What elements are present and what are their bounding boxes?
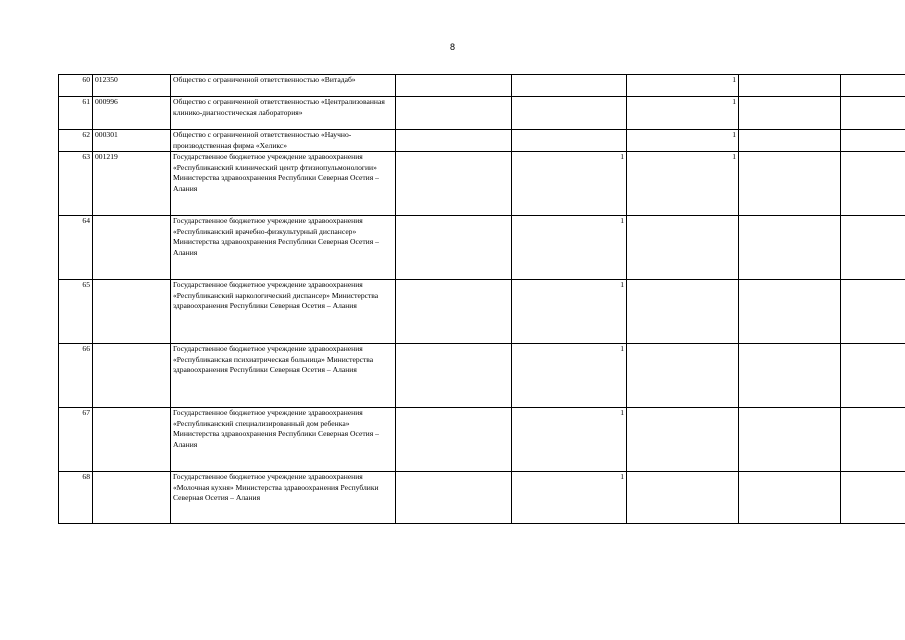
org-name: Государственное бюджетное учреждение здравоохранения «Республиканская психиатрическая больница» Министерства здравоохранения Республики Северная Осетия – Алания bbox=[171, 344, 396, 408]
cell-col5: 1 bbox=[512, 408, 627, 472]
cell-col7 bbox=[739, 472, 841, 524]
cell-col7 bbox=[739, 408, 841, 472]
cell-col5: 1 bbox=[512, 344, 627, 408]
cell-col7 bbox=[739, 344, 841, 408]
table-row bbox=[59, 75, 905, 97]
cell-col6: 1 bbox=[627, 97, 739, 130]
cell-col8 bbox=[841, 130, 905, 152]
cell-col7 bbox=[739, 280, 841, 344]
org-name: Общество с ограниченной ответственностью «Научно-производственная фирма «Хеликс» bbox=[171, 130, 396, 152]
cell-col8 bbox=[841, 408, 905, 472]
org-name: Государственное бюджетное учреждение здравоохранения «Республиканский врачебно-физкультурный диспансер» Министерства здравоохранения Республики Северная Осетия – Алания bbox=[171, 216, 396, 280]
registry-table bbox=[58, 74, 905, 524]
row-number: 60 bbox=[59, 75, 93, 97]
cell-col6 bbox=[627, 216, 739, 280]
cell-col7 bbox=[739, 97, 841, 130]
cell-col4 bbox=[396, 97, 512, 130]
table-row bbox=[59, 152, 905, 216]
org-code: 012350 bbox=[93, 75, 171, 97]
row-number: 61 bbox=[59, 97, 93, 130]
table-row bbox=[59, 97, 905, 130]
cell-col6: 1 bbox=[627, 130, 739, 152]
cell-col4 bbox=[396, 472, 512, 524]
cell-col6 bbox=[627, 472, 739, 524]
org-code bbox=[93, 216, 171, 280]
cell-col7 bbox=[739, 152, 841, 216]
row-number: 68 bbox=[59, 472, 93, 524]
cell-col8 bbox=[841, 472, 905, 524]
row-number: 67 bbox=[59, 408, 93, 472]
row-number: 64 bbox=[59, 216, 93, 280]
cell-col5: 1 bbox=[512, 152, 627, 216]
org-name: Общество с ограниченной ответственностью «Централизованная клинико-диагностическая лаборатория» bbox=[171, 97, 396, 130]
org-name: Государственное бюджетное учреждение здравоохранения «Республиканский специализированный дом ребенка» Министерства здравоохранения Республики Северная Осетия – Алания bbox=[171, 408, 396, 472]
org-name: Государственное бюджетное учреждение здравоохранения «Республиканский наркологический диспансер» Министерства здравоохранения Республики Северная Осетия – Алания bbox=[171, 280, 396, 344]
cell-col5: 1 bbox=[512, 280, 627, 344]
cell-col6: 1 bbox=[627, 75, 739, 97]
org-name: Государственное бюджетное учреждение здравоохранения «Молочная кухня» Министерства здравоохранения Республики Северная Осетия – Алания bbox=[171, 472, 396, 524]
cell-col6 bbox=[627, 280, 739, 344]
org-code: 000301 bbox=[93, 130, 171, 152]
row-number: 66 bbox=[59, 344, 93, 408]
cell-col5: 1 bbox=[512, 472, 627, 524]
cell-col4 bbox=[396, 152, 512, 216]
table-row bbox=[59, 408, 905, 472]
cell-col4 bbox=[396, 280, 512, 344]
cell-col7 bbox=[739, 216, 841, 280]
org-code bbox=[93, 344, 171, 408]
cell-col8 bbox=[841, 97, 905, 130]
cell-col6 bbox=[627, 408, 739, 472]
cell-col4 bbox=[396, 408, 512, 472]
org-name: Общество с ограниченной ответственностью «Витадаб» bbox=[171, 75, 396, 97]
cell-col5: 1 bbox=[512, 216, 627, 280]
table-row bbox=[59, 344, 905, 408]
cell-col5 bbox=[512, 97, 627, 130]
cell-col7 bbox=[739, 130, 841, 152]
row-number: 65 bbox=[59, 280, 93, 344]
table-row bbox=[59, 130, 905, 152]
cell-col8 bbox=[841, 216, 905, 280]
org-code: 001219 bbox=[93, 152, 171, 216]
org-name: Государственное бюджетное учреждение здравоохранения «Республиканский клинический центр фтизиопульмонологии» Министерства здравоохранения Республики Северная Осетия – Алания bbox=[171, 152, 396, 216]
cell-col8 bbox=[841, 152, 905, 216]
cell-col4 bbox=[396, 130, 512, 152]
cell-col8 bbox=[841, 75, 905, 97]
cell-col8 bbox=[841, 280, 905, 344]
cell-col6 bbox=[627, 344, 739, 408]
table-row bbox=[59, 280, 905, 344]
cell-col6: 1 bbox=[627, 152, 739, 216]
table-row bbox=[59, 472, 905, 524]
row-number: 62 bbox=[59, 130, 93, 152]
cell-col4 bbox=[396, 216, 512, 280]
org-code bbox=[93, 472, 171, 524]
cell-col8 bbox=[841, 344, 905, 408]
cell-col5 bbox=[512, 75, 627, 97]
page-number: 8 bbox=[449, 42, 455, 52]
cell-col7 bbox=[739, 75, 841, 97]
cell-col4 bbox=[396, 75, 512, 97]
org-code bbox=[93, 408, 171, 472]
org-code bbox=[93, 280, 171, 344]
row-number: 63 bbox=[59, 152, 93, 216]
cell-col5 bbox=[512, 130, 627, 152]
table-row bbox=[59, 216, 905, 280]
cell-col4 bbox=[396, 344, 512, 408]
org-code: 000996 bbox=[93, 97, 171, 130]
